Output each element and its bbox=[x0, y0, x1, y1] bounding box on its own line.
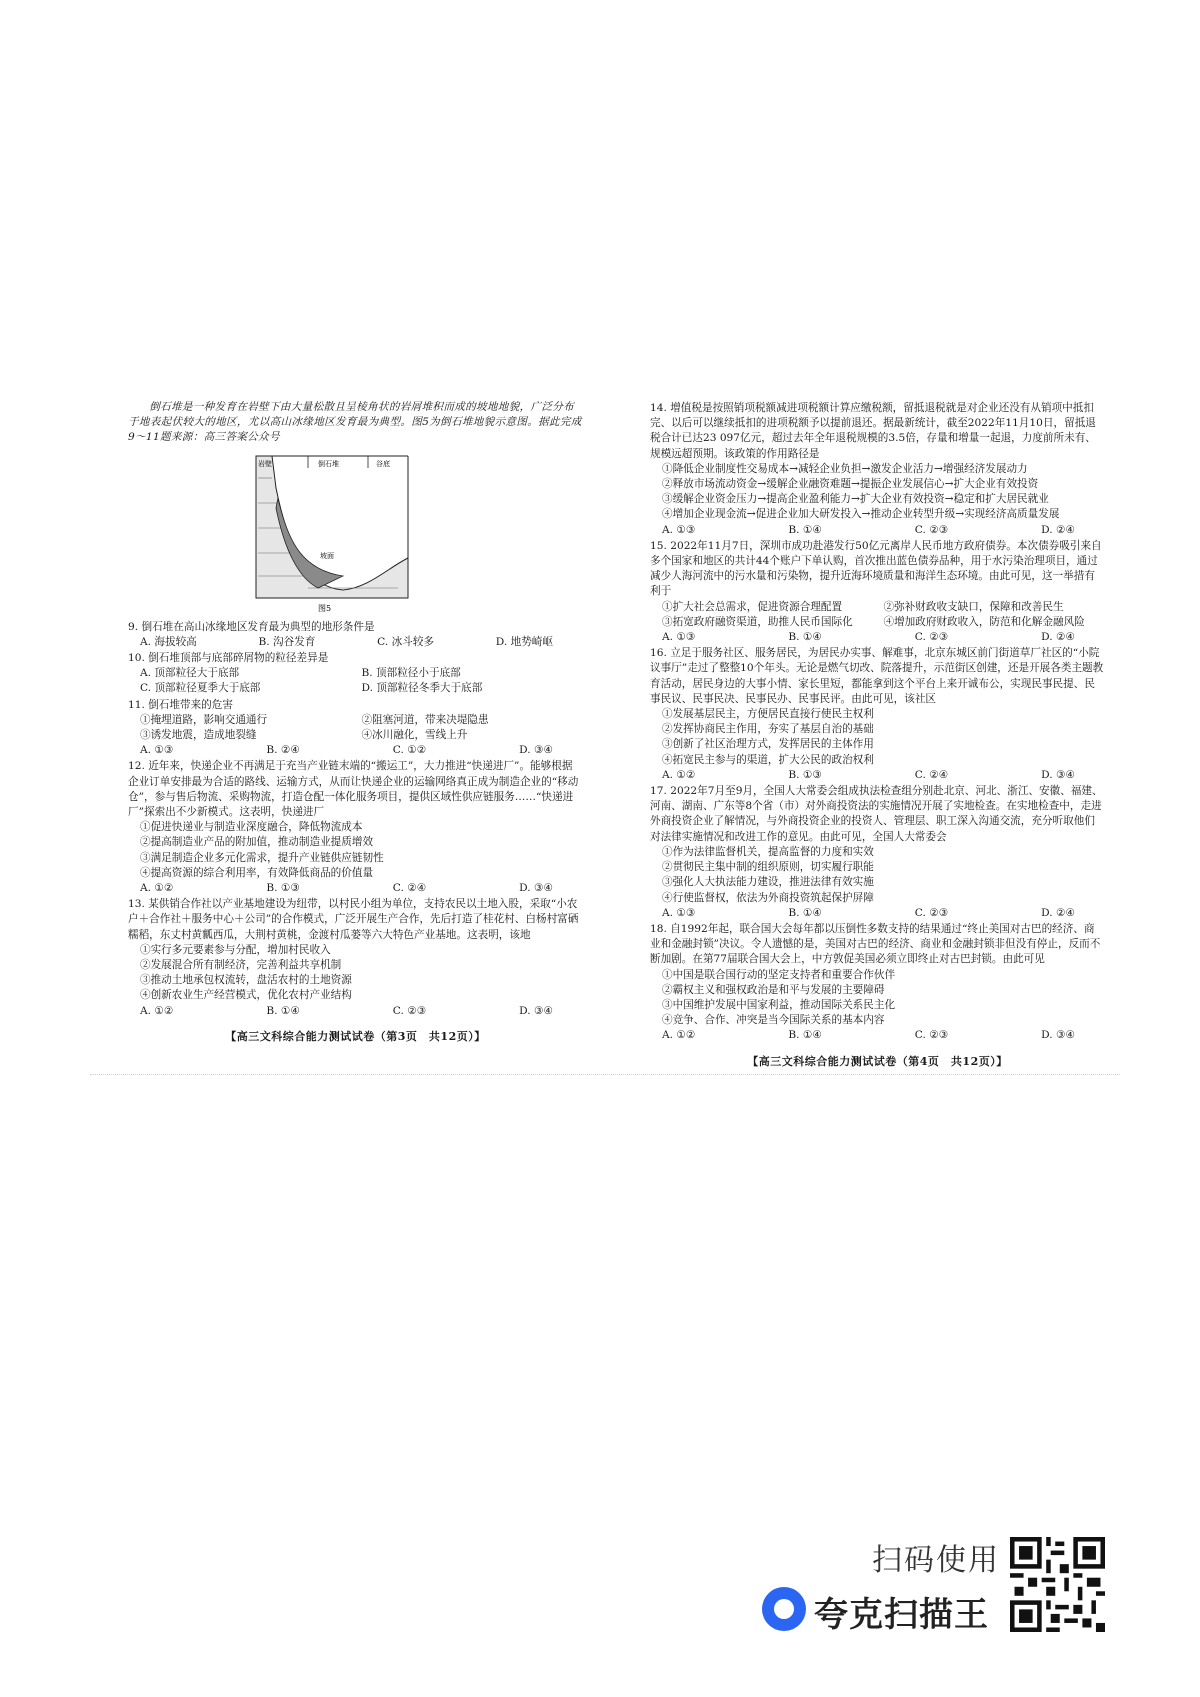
q15-option-a: A. ①③ bbox=[662, 631, 696, 644]
q10-option-b: B. 顶部粒径小于底部 bbox=[361, 667, 461, 680]
figure-5 bbox=[248, 448, 418, 616]
q16-statement-2: ②发挥协商民主作用，夯实了基层自治的基础 bbox=[662, 723, 874, 736]
q14-option-c: C. ②③ bbox=[914, 523, 949, 536]
q12-statement-3: ③满足制造企业多元化需求，提升产业链供应链韧性 bbox=[140, 851, 384, 864]
q12-stem: 12. 近年来，快递企业不再满足于充当产业链末端的“搬运工”，大力推进“快递进厂”。能够根据企业订单安排最为合适的路线、运输方式，从而让快递企业的运输网络真正成为制造企业的“移动仓”，参与售后物流、采购物流，打造仓配一体化服务项目，提供区域性供应链服务……“快递进厂”探索出不少新模式。这表明，快递进厂 bbox=[128, 760, 579, 819]
q11-statement-4: ④冰川融化，雪线上升 bbox=[361, 729, 468, 742]
q13-option-d: D. ③④ bbox=[519, 1004, 553, 1017]
intro-text: 倒石堆是一种发育在岩壁下由大量松散且呈棱角状的岩屑堆积而成的坡地地貌，广泛分布于地表起伏较大的地区，尤以高山冰缘地区发育最为典型。图5为倒石堆地貌示意图。据此完成9～11题来源：高三答案公众号 bbox=[128, 401, 582, 444]
q15-statement-3: ③拓宽政府融资渠道，助推人民币国际化 bbox=[662, 615, 853, 628]
q11-option-d: D. ③④ bbox=[519, 744, 553, 757]
q10-option-c: C. 顶部粒径夏季大于底部 bbox=[140, 682, 261, 695]
q14-statement-1: ①降低企业制度性交易成本→减轻企业负担→激发企业活力→增强经济发展动力 bbox=[662, 462, 1028, 475]
q15-option-c: C. ②③ bbox=[914, 631, 949, 644]
q13-statement-1: ①实行多元要素参与分配，增加村民收入 bbox=[140, 943, 331, 956]
fig-label-talus: 倒石堆 bbox=[318, 459, 339, 468]
q13-option-a: A. ①② bbox=[140, 1004, 174, 1017]
q12-options bbox=[128, 881, 583, 896]
q9-option-d: D. 地势崎岖 bbox=[495, 635, 553, 648]
q17-statement-2: ②贯彻民主集中制的组织原则，切实履行职能 bbox=[662, 861, 874, 874]
right-page bbox=[650, 400, 1105, 1069]
q14-option-a: A. ①③ bbox=[662, 523, 696, 536]
q13-statement-3: ③推动土地承包权流转，盘活农村的土地资源 bbox=[140, 974, 352, 987]
page-fold-line bbox=[90, 1074, 1120, 1075]
q17-option-a: A. ①③ bbox=[662, 906, 696, 919]
q13-option-b: B. ①④ bbox=[266, 1004, 300, 1017]
q16-stem: 16. 立足于服务社区、服务居民，为居民办实事、解难事，北京东城区前门街道草厂社区的“小院议事厅”走过了整整10个年头。无论是燃气切改、院落提升，示范街区创建，还是开展各类主题教育活动，居民身边的大事小情、家长里短，都能拿到这个平台上来开诚布公，实现民事民提、民事民议、民事民决、民事民办、民事民评。由此可见，该社区 bbox=[650, 647, 1104, 705]
q12-option-c: C. ②④ bbox=[392, 882, 427, 895]
q17-statement-4: ④行使监督权，依法为外商投资筑起保护屏障 bbox=[662, 891, 874, 904]
q16-option-b: B. ①③ bbox=[788, 768, 822, 781]
q16-option-d: D. ③④ bbox=[1041, 768, 1075, 781]
scan-label: 扫码使用 bbox=[872, 1543, 1000, 1578]
q15-statement-2: ②弥补财政收支缺口，保障和改善民生 bbox=[883, 600, 1064, 613]
fig-label-cliff: 岩壁 bbox=[258, 459, 272, 468]
q11-option-b: B. ②④ bbox=[266, 744, 300, 757]
q16-statement-3: ③创新了社区治理方式，发挥居民的主体作用 bbox=[662, 738, 874, 751]
q16-options bbox=[650, 768, 1105, 783]
q12-statement-2: ②提高制造业产品的附加值，推动制造业提质增效 bbox=[140, 836, 374, 849]
quark-logo-icon bbox=[762, 1587, 806, 1631]
q11-statements bbox=[128, 713, 583, 743]
q9-option-c: C. 冰斗较多 bbox=[377, 635, 435, 648]
q12-statement-1: ①促进快递业与制造业深度融合，降低物流成本 bbox=[140, 821, 363, 834]
q13-option-c: C. ②③ bbox=[392, 1004, 427, 1017]
q14-option-d: D. ②④ bbox=[1041, 523, 1075, 536]
q11-statement-3: ③诱发地震，造成地裂缝 bbox=[140, 729, 257, 742]
q18-statement-3: ③中国维护发展中国家利益，推动国际关系民主化 bbox=[662, 998, 896, 1011]
q18-statement-4: ④竞争、合作、冲突是当今国际关系的基本内容 bbox=[662, 1014, 885, 1027]
q15-options bbox=[650, 630, 1105, 645]
q16-statement-1: ①发展基层民主，方便居民直接行使民主权利 bbox=[662, 708, 874, 721]
q18-option-b: B. ①④ bbox=[788, 1029, 822, 1042]
q11-option-c: C. ①② bbox=[392, 744, 427, 757]
brand-name: 夸克扫描王 bbox=[814, 1595, 989, 1635]
q13-statement-4: ④创新农业生产经营模式，优化农村产业结构 bbox=[140, 989, 352, 1002]
q14-option-b: B. ①④ bbox=[788, 523, 822, 536]
q17-stem: 17. 2022年7月至9月，全国人大常委会组成执法检查组分别赴北京、河北、浙江、安徽、福建、河南、湖南、广东等8个省（市）对外商投资法的实施情况开展了实地检查。在实地检查中，走进外商投资企业了解情况，与外商投资企业的投资人、管理层、职工深入沟通交流，充分听取他们对法律实施情况和改进工作的意见。由此可见，全国人大常委会 bbox=[650, 785, 1103, 843]
q18-option-a: A. ①② bbox=[662, 1029, 696, 1042]
q15-statement-4: ④增加政府财政收入，防范和化解金融风险 bbox=[883, 615, 1085, 628]
q9-option-b: B. 沟谷发育 bbox=[258, 635, 316, 648]
q14-stem: 14. 增值税是按照销项税额减进项税额计算应缴税额，留抵退税就是对企业还没有从销项中抵扣完、以后可以继续抵扣的进项税额予以提前退还。据最新统计，截至2022年11月10日，留抵退税合计已达23 097亿元，超过去年全年退税规模的3.5倍，存量和增量一起退，力度前所未有、规模远超预期。该政策的作用路径是 bbox=[650, 402, 1096, 460]
fig-label-valley: 谷底 bbox=[376, 459, 390, 468]
page-footer-left: 【高三文科综合能力测试试卷（第3页 共12页）】 bbox=[225, 1029, 486, 1043]
q14-statement-3: ③缓解企业资金压力→提高企业盈利能力→扩大企业有效投资→稳定和扩大居民就业 bbox=[662, 493, 1049, 506]
q17-option-c: C. ②③ bbox=[914, 906, 949, 919]
q14-options bbox=[650, 523, 1105, 538]
q18-option-c: C. ②③ bbox=[914, 1029, 949, 1042]
q17-statement-1: ①作为法律监督机关，提高监督的力度和实效 bbox=[662, 845, 874, 858]
q9-stem: 9. 倒石堆在高山冰缘地区发育最为典型的地形条件是 bbox=[128, 620, 375, 633]
q11-statement-2: ②阻塞河道，带来决堤隐患 bbox=[361, 713, 489, 726]
q17-option-b: B. ①④ bbox=[788, 906, 822, 919]
q16-statement-4: ④拓宽民主参与的渠道，扩大公民的政治权利 bbox=[662, 753, 874, 766]
q14-statement-4: ④增加企业现金流→促进企业加大研发投入→推动企业转型升级→实现经济高质量发展 bbox=[662, 508, 1060, 521]
q15-statement-1: ①扩大社会总需求，促进资源合理配置 bbox=[662, 600, 843, 613]
page-footer-right: 【高三文科综合能力测试试卷（第4页 共12页）】 bbox=[747, 1054, 1008, 1068]
q9-option-a: A. 海拔较高 bbox=[140, 635, 197, 648]
q18-stem: 18. 自1992年起，联合国大会每年都以压倒性多数支持的结果通过“终止美国对古巴的经济、商业和金融封锁”决议。令人遗憾的是，美国对古巴的经济、商业和金融封锁非但没有停止，反而不断加剧。在第77届联合国大会上，中方敦促美国必须立即终止对古巴封锁。由此可见 bbox=[650, 922, 1101, 966]
fig-caption: 图5 bbox=[318, 603, 332, 613]
qr-code-icon[interactable] bbox=[1010, 1537, 1105, 1632]
q15-statements bbox=[650, 600, 1105, 630]
q16-option-a: A. ①② bbox=[662, 768, 696, 781]
q14-statement-2: ②释放市场流动资金→缓解企业融资难题→提振企业发展信心→扩大企业有效投资 bbox=[662, 478, 1039, 491]
talus-diagram bbox=[248, 448, 418, 616]
left-page bbox=[128, 400, 583, 1044]
scanner-brand[interactable] bbox=[760, 1535, 1180, 1645]
q11-stem: 11. 倒石堆带来的危害 bbox=[128, 698, 233, 711]
q18-options bbox=[650, 1028, 1105, 1043]
q18-statement-1: ①中国是联合国行动的坚定支持者和重要合作伙伴 bbox=[662, 968, 896, 981]
q10-option-a: A. 顶部粒径大于底部 bbox=[140, 667, 240, 680]
q15-option-b: B. ①④ bbox=[788, 631, 822, 644]
q10-options bbox=[128, 666, 583, 696]
q16-option-c: C. ②④ bbox=[914, 768, 949, 781]
q12-option-d: D. ③④ bbox=[519, 882, 553, 895]
q10-stem: 10. 倒石堆顶部与底部碎屑物的粒径差异是 bbox=[128, 652, 329, 665]
q12-statement-4: ④提高资源的综合利用率，有效降低商品的价值量 bbox=[140, 866, 374, 879]
q12-option-a: A. ①② bbox=[140, 882, 174, 895]
q17-options bbox=[650, 906, 1105, 921]
q13-stem: 13. 某供销合作社以产业基地建设为纽带，以村民小组为单位，支持农民以土地入股，采取“小农户＋合作社＋服务中心＋公司”的合作模式，广泛开展生产合作，先后打造了桂花村、白杨村富硒糯稻，东丈村黄瓤西瓜，大荆村黄桃，金渡村瓜蒌等六大特色产业基地。这表明，该地 bbox=[128, 898, 579, 941]
q11-option-a: A. ①③ bbox=[140, 744, 174, 757]
q18-statement-2: ②霸权主义和强权政治是和平与发展的主要障碍 bbox=[662, 983, 885, 996]
q11-statement-1: ①掩埋道路，影响交通通行 bbox=[140, 713, 268, 726]
q13-statement-2: ②发展混合所有制经济，完善利益共享机制 bbox=[140, 959, 342, 972]
q17-option-d: D. ②④ bbox=[1041, 906, 1075, 919]
q13-options bbox=[128, 1004, 583, 1019]
q15-stem: 15. 2022年11月7日，深圳市成功赴港发行50亿元离岸人民币地方政府债券。本次债券吸引来自多个国家和地区的共计44个账户下单认购，首次推出蓝色债券品种，用于水污染治理项目，通过减少人海河流中的污水量和污染物，提升近海环境质量和海洋生态环境。由此可见，这一举措有利于 bbox=[650, 539, 1102, 598]
q17-statement-3: ③强化人大执法能力建设，推进法律有效实施 bbox=[662, 876, 874, 889]
q10-option-d: D. 顶部粒径冬季大于底部 bbox=[361, 682, 483, 695]
q18-option-d: D. ③④ bbox=[1041, 1029, 1075, 1042]
q15-option-d: D. ②④ bbox=[1041, 631, 1075, 644]
fig-label-slope: 坡面 bbox=[320, 551, 334, 560]
q11-options bbox=[128, 743, 583, 758]
q9-options bbox=[128, 635, 583, 650]
q12-option-b: B. ①③ bbox=[266, 882, 300, 895]
